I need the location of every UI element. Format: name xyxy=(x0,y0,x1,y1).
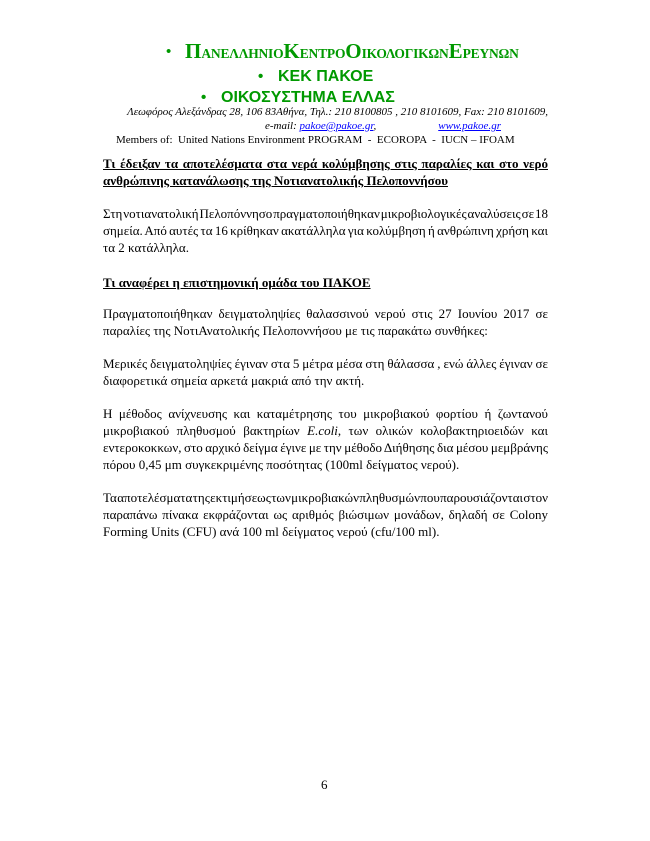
org-name-word xyxy=(448,39,519,63)
org-name-initial: Κ xyxy=(283,39,300,63)
org-name xyxy=(185,39,519,63)
paragraph-line: πόρου 0,45 μm συγκεκριμένης ποσότητας (100ml δείγματος νερού). xyxy=(103,457,460,472)
email-label: e-mail: xyxy=(265,120,300,132)
paragraph xyxy=(103,405,548,473)
org-name-initial: Ο xyxy=(345,39,362,63)
heading-line: Τι έδειξαν τα αποτελέσματα στα νερά κολύμβησης στις παραλίες και στο νερό xyxy=(103,156,548,171)
page-number: 6 xyxy=(321,777,328,792)
paragraph-line: διαφορετικά σημεία αρκετά μακριά από την ακτή. xyxy=(103,373,365,388)
org-name-word xyxy=(345,39,449,63)
paragraph-line xyxy=(103,422,548,439)
section-heading xyxy=(103,274,548,291)
text-segment: μικροβιακού πληθυσμού βακτηρίων xyxy=(103,423,308,438)
subtitle-line xyxy=(258,67,373,86)
paragraph-line: Στη νοτιανατολική Πελοπόννησο πραγματοποιήθηκαν μικροβιολογικές αναλύσεις σε 18 xyxy=(103,206,548,221)
network-name: ΟΙΚΟΣΥΣΤΗΜΑ ΕΛΛΑΣ xyxy=(221,89,395,106)
contact-line xyxy=(265,120,501,133)
org-name-rest: ΡΕΥΝΩΝ xyxy=(462,46,519,61)
paragraph xyxy=(103,355,548,389)
org-name-rest: ΑΝΕΛΛΗΝΙΟ xyxy=(201,46,284,61)
paragraph-line: παραλίες της ΝοτιΑνατολικής Πελοποννήσου με τις παρακάτω συνθήκες: xyxy=(103,323,488,338)
org-name-word xyxy=(185,39,284,63)
paragraph-line: Τα αποτελέσματα της εκτιμήσεως των μικροβιακών πληθυσμών που παρουσιάζονται στον xyxy=(103,490,548,505)
paragraph-line: τα 2 κατάλληλα. xyxy=(103,240,189,255)
heading-line: ανθρώπινης κατανάλωσης της Νοτιανατολικής Πελοποννήσου xyxy=(103,173,448,188)
email-link[interactable]: pakoe@pakoe.gr xyxy=(299,120,374,132)
email-suffix: , xyxy=(373,120,377,132)
memberships: Members of: United Nations Environment PROGRAM - ECOROPA - IUCN – IFOAM xyxy=(116,134,515,146)
website-link[interactable]: www.pakoe.gr xyxy=(438,120,501,132)
paragraph-line: Μερικές δειγματοληψίες έγιναν στα 5 μέτρα μέσα στη θάλασσα , ενώ άλλες έγιναν σε xyxy=(103,356,548,371)
org-name-word xyxy=(283,39,346,63)
paragraph-line: Η μέθοδος ανίχνευσης και καταμέτρησης του μικροβιακού φορτίου ή ζωντανού xyxy=(103,406,548,421)
section-heading xyxy=(103,155,548,189)
org-name-line xyxy=(166,38,519,67)
paragraph xyxy=(103,489,548,540)
org-name-rest: ΙΚΟΛΟΓΙΚΩΝ xyxy=(361,46,449,61)
species-name: E.coli xyxy=(307,423,338,438)
network-line xyxy=(201,88,395,107)
subtitle: ΚΕΚ ΠΑΚΟΕ xyxy=(278,68,374,85)
paragraph-line: εντεροκοκκων, στο αρχικό δείγμα έγινε με την μέθοδο Διήθησης δια μέσου μεμβράνης xyxy=(103,440,548,455)
org-name-rest: ΕΝΤΡΟ xyxy=(299,46,346,61)
bullet-icon: • xyxy=(166,44,172,60)
paragraph-line: Forming Units (CFU) ανά 100 ml δείγματος νερού (cfu/100 ml). xyxy=(103,524,440,539)
org-name-initial: Π xyxy=(185,39,202,63)
address: Λεωφόρος Αλεξάνδρας 28, 106 83Αθήνα, Τηλ.: 210 8100805 , 210 8101609, Fax: 210 8101609, xyxy=(127,106,548,118)
heading-line: Τι αναφέρει η επιστημονική ομάδα του ΠΑΚΟΕ xyxy=(103,275,371,290)
org-name-initial: Ε xyxy=(448,39,463,63)
paragraph xyxy=(103,205,548,256)
text-segment: , των ολικών κολοβακτηριοειδών και xyxy=(337,423,548,438)
paragraph xyxy=(103,305,548,339)
bullet-icon: • xyxy=(258,68,264,85)
paragraph-line: παραπάνω πίνακα εκφράζονται ως αριθμός βιώσιμων μονάδων, δηλαδή σε Colony xyxy=(103,507,548,522)
paragraph-line: σημεία. Από αυτές τα 16 κρίθηκαν ακατάλληλα για κολύμβηση ή ανθρώπινη χρήση και xyxy=(103,223,548,238)
bullet-icon: • xyxy=(201,89,207,106)
paragraph-line: Πραγματοποιήθηκαν δειγματοληψίες θαλασσινού νερού στις 27 Ιουνίου 2017 σε xyxy=(103,306,548,321)
